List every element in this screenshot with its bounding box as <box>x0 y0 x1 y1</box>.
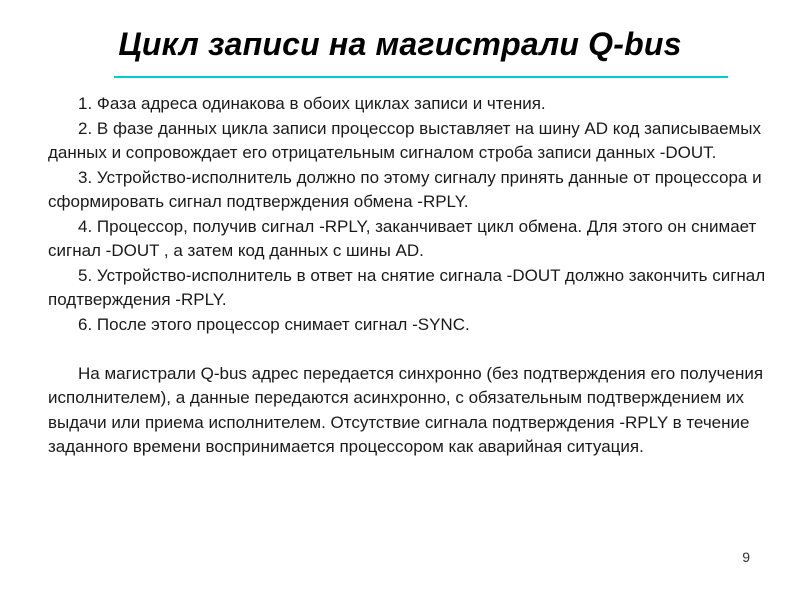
list-item-2: 2. В фазе данных цикла записи процессор выставляет на шину AD код записываемых данных и сопровождает его отрицательным сигналом строба записи данных -DOUT. <box>48 118 761 162</box>
list-item-5: 5. Устройство-исполнитель в ответ на снятие сигнала -DOUT должно закончить сигнал подтверждения -RPLY. <box>48 265 766 309</box>
list-item-6: 6. После этого процессор снимает сигнал -SYNC. <box>78 314 470 334</box>
slide-title: Цикл записи на магистрали Q-bus <box>118 26 682 62</box>
list-item-1: 1. Фаза адреса одинакова в обоих циклах записи и чтения. <box>78 94 546 113</box>
slide-body <box>48 92 770 460</box>
title-divider <box>114 76 728 78</box>
list-item-3: 3. Устройство-исполнитель должно по этому сигналу принять данные от процессора и сформировать сигнал подтверждения обмена -RPLY. <box>48 167 762 211</box>
list-item-4: 4. Процессор, получив сигнал -RPLY, заканчивает цикл обмена. Для этого он снимает сигнал -DOUT , а затем код данных с шины AD. <box>48 216 757 260</box>
page-number: 9 <box>742 549 750 565</box>
paragraph-spacer <box>48 337 770 362</box>
summary-paragraph: На магистрали Q-bus адрес передается синхронно (без подтверждения его получения исполнителем), а данные передаются асинхронно, с обязательным подтверждением их выдачи или приема исполнителем. Отсутствие сигнала подтверждения -RPLY в течение заданного времени воспринимается процессором как аварийная ситуация. <box>48 363 764 456</box>
